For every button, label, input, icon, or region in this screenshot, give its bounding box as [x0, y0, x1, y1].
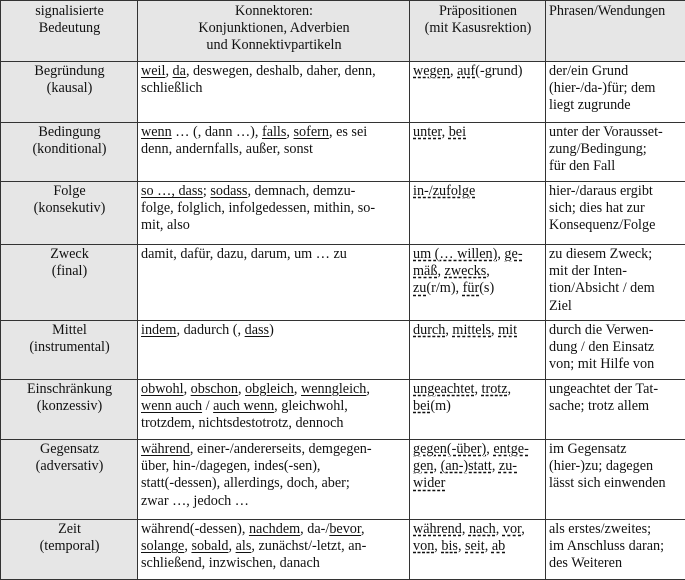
dashed-keyword: auf — [457, 63, 475, 79]
cell-line: im Anschluss daran; — [549, 538, 683, 555]
plain-text: , — [238, 381, 245, 397]
dashed-keyword: mit — [498, 322, 517, 338]
cell-line — [413, 322, 543, 339]
plain-text: , — [184, 538, 191, 554]
cell-line — [141, 415, 407, 432]
header-row — [1, 1, 685, 62]
phrases-cell — [546, 380, 685, 440]
cell-line: und Konnektivpartikeln — [141, 37, 407, 54]
plain-text: , dadurch (, — [176, 322, 244, 338]
cell-line: Konjunktionen, Adverbien — [141, 20, 407, 37]
plain-text: , — [492, 458, 499, 474]
prepositions-cell — [410, 123, 546, 182]
plain-text: , — [445, 322, 452, 338]
plain-text: , — [508, 381, 512, 397]
cell-line — [413, 280, 543, 297]
cell-line: zu diesem Zweck; — [549, 246, 683, 263]
dashed-keyword: mittels — [452, 322, 491, 338]
cell-line: signalisierte — [4, 3, 135, 20]
cell-line — [141, 183, 407, 200]
cell-line: des Weiteren — [549, 555, 683, 572]
dashed-keyword: in-/zufolge — [413, 183, 475, 199]
cell-line: (final) — [4, 263, 135, 280]
plain-text: , da-/ — [300, 521, 329, 537]
connectors-cell — [138, 321, 410, 380]
cell-line — [413, 124, 543, 141]
cell-line: sich; dies hat zur — [549, 200, 683, 217]
header-prepositions — [410, 1, 546, 62]
prepositions-cell — [410, 380, 546, 440]
underlined-keyword: wenn — [141, 124, 172, 140]
underlined-keyword: während — [141, 441, 190, 457]
cell-line: (adversativ) — [4, 458, 135, 475]
plain-text: , — [184, 381, 191, 397]
cell-line: (instrumental) — [4, 339, 135, 356]
cell-line: von; mit Hilfe von — [549, 356, 683, 373]
cell-line: Einschränkung — [4, 381, 135, 398]
cell-line: Ziel — [549, 298, 683, 315]
plain-text: , — [474, 381, 481, 397]
plain-text: folge, folglich, infolgedessen, mithin, so- — [141, 200, 375, 216]
dashed-keyword: (an-)statt — [441, 458, 492, 474]
dashed-keyword: für — [463, 280, 480, 296]
cell-line: Zeit — [4, 521, 135, 538]
plain-text: , — [450, 63, 457, 79]
plain-text: , — [442, 124, 449, 140]
plain-text: , es sei — [329, 124, 367, 140]
plain-text: statt(-dessen), allerdings, doch, aber; — [141, 475, 350, 491]
connectors-cell — [138, 182, 410, 245]
dashed-keyword: wegen — [413, 63, 450, 79]
cell-line — [413, 381, 543, 398]
cell-line — [141, 246, 407, 263]
cell-line — [141, 217, 407, 234]
plain-text: , — [434, 538, 441, 554]
table-row — [1, 380, 685, 440]
plain-text: , — [485, 538, 492, 554]
meaning-cell — [1, 321, 138, 380]
plain-text: , gleichwohl, — [274, 398, 348, 414]
cell-line — [413, 475, 543, 492]
dashed-keyword: seit — [465, 538, 485, 554]
cell-line: als erstes/zweites; — [549, 521, 683, 538]
underlined-keyword: sodass — [210, 183, 247, 199]
cell-line — [141, 398, 407, 415]
dashed-keyword: gegen(-über) — [413, 441, 486, 457]
cell-line — [141, 381, 407, 398]
dashed-keyword: zu- — [499, 458, 517, 474]
cell-line: unter der Vorausset- — [549, 124, 683, 141]
connectors-cell — [138, 245, 410, 321]
plain-text: , — [491, 322, 498, 338]
plain-text: … (, dann …), — [172, 124, 262, 140]
dashed-keyword: nach — [469, 521, 496, 537]
phrases-cell — [546, 245, 685, 321]
underlined-keyword: nachdem — [249, 521, 300, 537]
connectors-cell — [138, 123, 410, 182]
cell-line: Zweck — [4, 246, 135, 263]
plain-text: , deswegen, deshalb, daher, denn, — [186, 63, 376, 79]
table-row — [1, 62, 685, 123]
connectors-cell — [138, 440, 410, 520]
plain-text: , — [434, 458, 441, 474]
table-row — [1, 520, 685, 580]
cell-line: Phrasen/Wendungen — [549, 3, 683, 20]
underlined-keyword: obwohl — [141, 381, 184, 397]
meaning-cell — [1, 380, 138, 440]
cell-line: liegt zugrunde — [549, 97, 683, 114]
dashed-keyword: ungeachtet — [413, 381, 474, 397]
plain-text: (m) — [430, 398, 451, 414]
plain-text: , — [286, 124, 293, 140]
dashed-keyword: gen — [413, 458, 434, 474]
underlined-keyword: wenngleich — [301, 381, 366, 397]
dashed-keyword: bei — [413, 398, 430, 414]
plain-text: , — [486, 441, 493, 457]
dashed-keyword: von — [413, 538, 434, 554]
underlined-keyword: obgleich — [245, 381, 294, 397]
table-row — [1, 321, 685, 380]
cell-line: (konsekutiv) — [4, 200, 135, 217]
cell-line: Bedingung — [4, 124, 135, 141]
plain-text: ; — [203, 183, 211, 199]
underlined-keyword: sobald — [191, 538, 228, 554]
plain-text: damit, dafür, dazu, darum, um … zu — [141, 246, 347, 262]
prepositions-cell — [410, 321, 546, 380]
cell-line — [141, 493, 407, 510]
prepositions-cell — [410, 182, 546, 245]
meaning-cell — [1, 182, 138, 245]
underlined-keyword: weil — [141, 63, 165, 79]
cell-line: Folge — [4, 183, 135, 200]
cell-line: der/ein Grund — [549, 63, 683, 80]
plain-text: zwar …, jedoch … — [141, 493, 249, 509]
cell-line: Bedeutung — [4, 20, 135, 37]
cell-line: Mittel — [4, 322, 135, 339]
underlined-keyword: wenn auch — [141, 398, 202, 414]
underlined-keyword: dass — [245, 322, 269, 338]
cell-line: Begründung — [4, 63, 135, 80]
cell-line — [413, 441, 543, 458]
prepositions-cell — [410, 245, 546, 321]
underlined-keyword: als — [236, 538, 252, 554]
cell-line: (hier-/da-)für; dem — [549, 80, 683, 97]
plain-text: (r/m), — [426, 280, 462, 296]
plain-text: , — [361, 521, 365, 537]
cell-line — [413, 398, 543, 415]
plain-text: , — [366, 381, 370, 397]
cell-line: Konsequenz/Folge — [549, 217, 683, 234]
plain-text: , — [458, 538, 465, 554]
plain-text: , einer-/andererseits, demgegen- — [190, 441, 372, 457]
dashed-keyword: zwecks — [445, 263, 487, 279]
dashed-keyword: durch — [413, 322, 445, 338]
plain-text: , — [228, 538, 235, 554]
dashed-keyword: bei — [449, 124, 466, 140]
dashed-keyword: wider — [413, 475, 445, 491]
cell-line — [413, 63, 543, 80]
plain-text: ) — [269, 322, 274, 338]
plain-text: , — [486, 263, 490, 279]
plain-text: , zunächst/-letzt, an- — [251, 538, 366, 554]
table-row — [1, 182, 685, 245]
cell-line — [141, 521, 407, 538]
plain-text: mit, also — [141, 217, 190, 233]
plain-text: , — [294, 381, 301, 397]
cell-line — [413, 538, 543, 555]
phrases-cell — [546, 182, 685, 245]
cell-line: für den Fall — [549, 158, 683, 175]
meaning-cell — [1, 123, 138, 182]
cell-line — [141, 538, 407, 555]
cell-line: (hier-)zu; dagegen — [549, 458, 683, 475]
cell-line: Gegensatz — [4, 441, 135, 458]
cell-line: (konzessiv) — [4, 398, 135, 415]
cell-line: (temporal) — [4, 538, 135, 555]
cell-line: dung / den Einsatz — [549, 339, 683, 356]
cell-line: Konnektoren: — [141, 3, 407, 20]
dashed-keyword: vor — [503, 521, 521, 537]
prepositions-cell — [410, 440, 546, 520]
phrases-cell — [546, 520, 685, 580]
plain-text: / — [202, 398, 213, 414]
cell-line — [413, 183, 543, 200]
table-row — [1, 245, 685, 321]
plain-text: , — [165, 63, 172, 79]
cell-line — [141, 555, 407, 572]
plain-text: schließend, inzwischen, danach — [141, 555, 320, 571]
cell-line: hier-/daraus ergibt — [549, 183, 683, 200]
dashed-keyword: trotz — [482, 381, 508, 397]
header-meaning — [1, 1, 138, 62]
cell-line: sache; trotz allem — [549, 398, 683, 415]
underlined-keyword: bevor — [329, 521, 361, 537]
phrases-cell — [546, 123, 685, 182]
plain-text: (-grund) — [475, 63, 522, 79]
cell-line — [141, 63, 407, 80]
cell-line — [141, 80, 407, 97]
table-row — [1, 440, 685, 520]
cell-line: mit der Inten- — [549, 263, 683, 280]
plain-text: während(-dessen), — [141, 521, 249, 537]
underlined-keyword: da — [173, 63, 186, 79]
underlined-keyword: sofern — [294, 124, 329, 140]
cell-line — [141, 458, 407, 475]
connectors-cell — [138, 380, 410, 440]
cell-line — [413, 458, 543, 475]
plain-text: über, hin-/dagegen, indes(-sen), — [141, 458, 320, 474]
meaning-cell — [1, 440, 138, 520]
meaning-cell — [1, 62, 138, 123]
cell-line: im Gegensatz — [549, 441, 683, 458]
cell-line: (mit Kasusrektion) — [413, 20, 543, 37]
cell-line — [141, 141, 407, 158]
prepositions-cell — [410, 520, 546, 580]
dashed-keyword: unter — [413, 124, 442, 140]
dashed-keyword: mäß — [413, 263, 437, 279]
header-phrases — [546, 1, 685, 62]
prepositions-cell — [410, 62, 546, 123]
phrases-cell — [546, 62, 685, 123]
header-connectors — [138, 1, 410, 62]
dashed-keyword: ge- — [504, 246, 522, 262]
cell-line: (kausal) — [4, 80, 135, 97]
plain-text: , — [497, 246, 504, 262]
plain-text: , — [437, 263, 444, 279]
meaning-cell — [1, 520, 138, 580]
underlined-keyword: auch wenn — [213, 398, 274, 414]
cell-line: lässt sich einwenden — [549, 475, 683, 492]
underlined-keyword: solange — [141, 538, 184, 554]
connectors-cell — [138, 62, 410, 123]
dashed-keyword: entge- — [493, 441, 528, 457]
cell-line — [413, 246, 543, 263]
cell-line: durch die Verwen- — [549, 322, 683, 339]
meaning-cell — [1, 245, 138, 321]
plain-text: , — [496, 521, 503, 537]
dashed-keyword: bis — [441, 538, 458, 554]
cell-line — [141, 475, 407, 492]
phrases-cell — [546, 321, 685, 380]
cell-line: Präpositionen — [413, 3, 543, 20]
cell-line: ungeachtet der Tat- — [549, 381, 683, 398]
underlined-keyword: so …, dass — [141, 183, 203, 199]
cell-line — [413, 263, 543, 280]
dashed-keyword: ab — [492, 538, 505, 554]
connectors-cell — [138, 520, 410, 580]
phrases-cell — [546, 440, 685, 520]
plain-text: schließlich — [141, 80, 202, 96]
dashed-keyword: zu — [413, 280, 426, 296]
underlined-keyword: indem — [141, 322, 176, 338]
plain-text: , — [462, 521, 469, 537]
cell-line: zung/Bedingung; — [549, 141, 683, 158]
dashed-keyword: um (… willen) — [413, 246, 497, 262]
plain-text: trotzdem, nichtsdestotrotz, dennoch — [141, 415, 344, 431]
plain-text: denn, andernfalls, außer, sonst — [141, 141, 313, 157]
plain-text: , — [521, 521, 525, 537]
underlined-keyword: obschon — [191, 381, 238, 397]
cell-line: tion/Absicht / dem — [549, 280, 683, 297]
cell-line — [141, 322, 407, 339]
cell-line — [141, 441, 407, 458]
plain-text: , demnach, demzu- — [247, 183, 355, 199]
cell-line — [141, 200, 407, 217]
table-row — [1, 123, 685, 182]
dashed-keyword: während — [413, 521, 462, 537]
underlined-keyword: falls — [262, 124, 286, 140]
cell-line: (konditional) — [4, 141, 135, 158]
plain-text: (s) — [479, 280, 494, 296]
cell-line — [141, 124, 407, 141]
cell-line — [413, 521, 543, 538]
